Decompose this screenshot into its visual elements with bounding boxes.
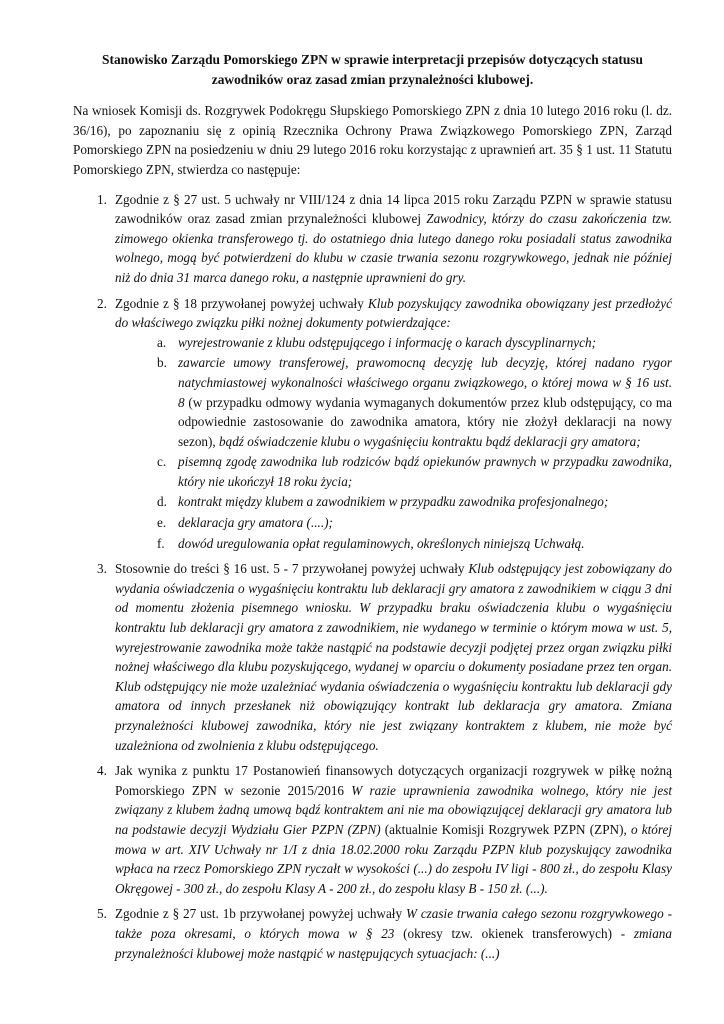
item-quote: W czasie trwania całego sezonu rozgrywkowego - także poza okresami, o których mowa w § 23 <box>115 906 672 941</box>
sub-item-a <box>157 333 672 353</box>
sub-item-text: deklaracja gry amatora (....); <box>178 515 333 531</box>
item-text-continued: (okresy tzw. okienek transferowych) <box>394 925 621 941</box>
item-text: Stosownie do treści § 16 ust. 5 - 7 przywołanej powyżej uchwały <box>115 561 469 577</box>
sub-item-b <box>157 353 672 451</box>
item-text: Zgodnie z § 27 ust. 5 uchwały nr VIII/124 z dnia 14 lipca 2015 roku Zarządu PZPN w sprawie statusu zawodników oraz zasad zmian przynależności klubowej <box>115 191 672 227</box>
item-quote: W razie uprawnienia zawodnika wolnego, który nie jest związany z klubem żadną umową bądź kontraktem ani nie ma obowiązującej deklaracji gry amatora lub na podstawie decyzji Wydziału Gier PZPN (ZPN) <box>115 782 672 837</box>
sub-item-letter: f. <box>157 535 165 551</box>
sub-item-letter: c. <box>157 454 167 470</box>
sub-item-note: (w przypadku odmowy wydania wymaganych dokumentów przez klub odstępujący, co ma odpowiednie zastosowanie do zawodnika amatora, który nie złożył deklaracji na nowy sezon), <box>178 394 672 449</box>
sub-item-text: pisemną zgodę zawodnika lub rodziców bądź opiekunów prawnych w przypadku zawodnika, który nie ukończył 18 roku życia; <box>178 454 672 489</box>
sub-item-text: dowód uregulowania opłat regulaminowych, określonych niniejszą Uchwałą. <box>178 535 585 551</box>
list-item-3 <box>73 559 672 755</box>
sub-item-letter: b. <box>157 355 167 371</box>
item-number: 3. <box>97 561 107 577</box>
list-item-5 <box>73 904 672 963</box>
item-quote-continued: o której mowa w art. XIV Uchwały nr 1/I z dnia 18.02.2000 roku Zarządu PZPN klub pozyskujący zawodnika wpłaca na rzecz Pomorskiego ZPN ryczałt w wysokości (...) do zespołu IV ligi - 800 zł., do zespołu Klasy Okręgowej - 300 zł., do zespołu Klasy A - 200 zł., do zespołu klasy B - 150 zł. (...). <box>115 821 672 896</box>
item-quote-continued: - zmiana przynależności klubowej może nastąpić w następujących sytuacjach: (...) <box>115 925 672 961</box>
sub-item-letter: a. <box>157 334 167 350</box>
sub-item-letter: e. <box>157 515 167 531</box>
sub-item-letter: d. <box>157 494 167 510</box>
sub-item-text: zawarcie umowy transferowej, prawomocną decyzję lub decyzję, której nadano rygor natychmiastowej wykonalności właściwego organu związkowego, o której mowa w § 16 ust. 8 <box>178 355 672 410</box>
item-quote: Klub pozyskujący zawodnika obowiązany jest przedłożyć do właściwego związku piłki nożnej dokumenty potwierdzające: <box>115 295 672 331</box>
list-item-1 <box>73 190 672 288</box>
sub-item-text: kontrakt między klubem a zawodnikiem w przypadku zawodnika profesjonalnego; <box>178 494 609 510</box>
item-quote: Zawodnicy, którzy do czasu zakończenia tzw. zimowego okienka transferowego tj. do ostatniego dnia lutego danego roku posiadali status zawodnika wolnego, mogą być potwierdzeni do klubu w czasie trwania sezonu rozgrywkowego, jednak nie później niż do dnia 31 marca danego roku, a następnie uprawnieni do gry. <box>115 211 672 285</box>
sub-item-e <box>157 513 672 533</box>
sub-item-d <box>157 492 672 512</box>
item-quote: Klub odstępujący jest zobowiązany do wydania oświadczenia o wygaśnięciu kontraktu lub deklaracji gry amatora z zawodnikiem w ciągu 3 dni od momentu złożenia pisemnego wniosku. W przypadku braku oświadczenia klubu o wygaśnięciu kontraktu lub deklaracji gry amatora z zawodnikiem, nie wydanego w terminie o którym mowa w ust. 5, wyrejestrowanie zawodnika może także nastąpić na podstawie decyzji podjętej przez organ związku piłki nożnej właściwego dla klubu pozyskującego, wydanej w oparciu o dokumenty posiadane przez ten organ. Klub odstępujący nie może uzależniać wydania oświadczenia o wygaśnięciu kontraktu lub deklaracji gdy amatora od innych przesłanek niż obowiązujący kontrakt lub deklaracja gry amatora. Zmiana przynależności klubowej zawodnika, który nie jest związany kontraktem z klubem, nie może być uzależniona od zwolnienia z klubu odstępującego. <box>115 561 672 753</box>
list-item-2 <box>73 294 672 554</box>
item-text: Jak wynika z punktu 17 Postanowień finansowych dotyczących organizacji rozgrywek w piłkę nożną Pomorskiego ZPN w sezonie 2015/2016 <box>115 763 672 798</box>
item-number: 4. <box>97 763 107 779</box>
item-number: 1. <box>97 191 107 207</box>
item-text: Zgodnie z § 18 przywołanej powyżej uchwały <box>115 295 368 311</box>
sub-item-c <box>157 452 672 491</box>
intro-paragraph: Na wniosek Komisji ds. Rozgrywek Podokręgu Słupskiego Pomorskiego ZPN z dnia 10 lutego 2016 roku (l. dz. 36/16), po zapoznaniu się z opinią Rzecznika Ochrony Prawa Związkowego Pomorskiego ZPN, Zarząd Pomorskiego ZPN na posiedzeniu w dniu 29 lutego 2016 roku korzystając z uprawnień art. 35 § 1 ust. 11 Statutu Pomorskiego ZPN, stwierdza co następuje: <box>73 103 672 177</box>
sub-item-f <box>157 534 672 554</box>
item-text: Zgodnie z § 27 ust. 1b przywołanej powyżej uchwały <box>115 906 406 922</box>
sub-list <box>115 333 672 554</box>
item-text-continued: (aktualnie Komisji Rozgrywek PZPN (ZPN), <box>380 821 631 837</box>
list-item-4 <box>73 761 672 898</box>
numbered-list <box>73 190 672 964</box>
item-number: 5. <box>97 906 107 922</box>
sub-item-text-continued: bądź oświadczenie klubu o wygaśnięciu kontraktu bądź deklaracji gry amatora; <box>219 433 641 449</box>
document-title: Stanowisko Zarządu Pomorskiego ZPN w sprawie interpretacji przepisów dotyczących statusu zawodników oraz zasad zmian przynależności klubowej. <box>102 52 643 87</box>
sub-item-text: wyrejestrowanie z klubu odstępującego i informację o karach dyscyplinarnych; <box>178 334 597 350</box>
item-number: 2. <box>97 295 107 311</box>
